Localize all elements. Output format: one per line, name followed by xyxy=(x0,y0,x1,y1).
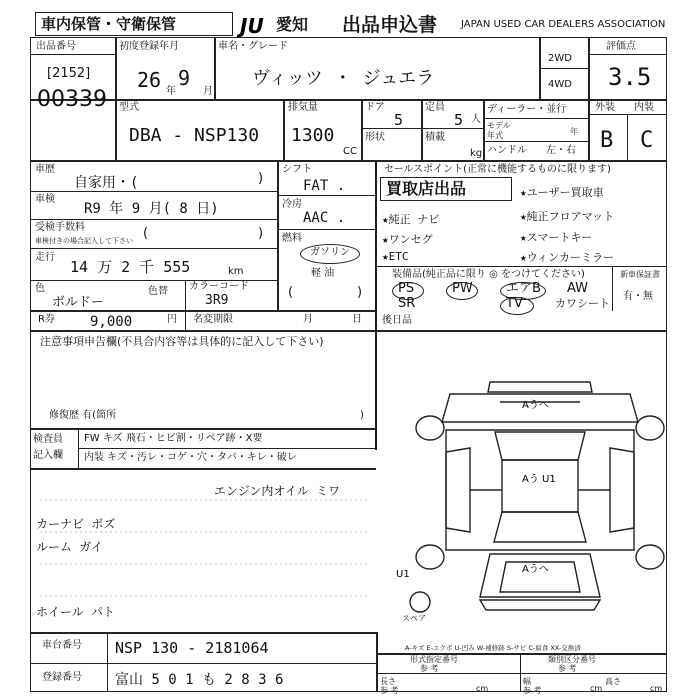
registration-month: 9 xyxy=(178,66,191,90)
equip-pw: PW xyxy=(452,281,473,296)
fuel-label: 燃料 xyxy=(282,233,302,244)
equip-aw: AW xyxy=(567,281,589,296)
reception-close: ) xyxy=(258,226,264,241)
equip-tv: TV xyxy=(506,296,523,311)
capacity-label: 定員 xyxy=(425,102,445,113)
width-sub: 参 考 xyxy=(523,686,542,695)
load-label: 積載 xyxy=(425,132,445,143)
drive-4wd: 4WD xyxy=(548,79,572,90)
grade-label: 評価点 xyxy=(606,41,636,52)
selling-point-7: ★ウィンカーミラー xyxy=(520,251,614,264)
displacement-label: 排気量 xyxy=(288,102,318,113)
model-label: モデル xyxy=(487,121,511,130)
diagram-mark-low: Aうへ xyxy=(522,564,549,575)
model-name-value: ヴィッツ ・ ジュエラ xyxy=(252,68,435,89)
equip-sr: SR xyxy=(398,296,416,311)
recycle-label: R券 xyxy=(38,314,55,325)
plate-label: 登録番号 xyxy=(42,672,82,683)
class-number-label: 類別区分番号 xyxy=(548,655,596,664)
name-change-month: 月 xyxy=(303,314,313,325)
registration-year-unit: 年 xyxy=(166,86,176,97)
fuel-option-gas: ガソリン xyxy=(310,247,350,258)
history-label: 車歴 xyxy=(35,164,55,175)
fuel-close: ) xyxy=(357,285,363,300)
interior-label: 内装 xyxy=(634,102,654,113)
model-year-label: 年式 xyxy=(487,131,503,140)
color-replace-label: 色替 xyxy=(148,286,168,297)
model-year-unit: 年 xyxy=(570,127,578,136)
name-change-day: 日 xyxy=(352,314,362,325)
color-code-label: カラーコード xyxy=(189,281,249,292)
registration-month-unit: 月 xyxy=(203,86,213,97)
inspector-row-1: FW キズ 飛石・ヒビ割・リペア跡・X要 xyxy=(84,433,263,444)
inspector-label-2: 記入欄 xyxy=(33,450,63,461)
history-close: ) xyxy=(258,171,264,186)
logo-text: 愛知 xyxy=(276,15,309,34)
length-unit: cm xyxy=(476,684,489,693)
type-label: 型式 xyxy=(119,102,139,113)
mileage-value: 14 万 2 千 555 xyxy=(70,258,191,276)
width-label: 幅 xyxy=(523,677,531,686)
color-code-value: 3R9 xyxy=(205,293,229,308)
selling-point-3: ★純正フロアマット xyxy=(520,210,615,223)
history-value: 自家用・( xyxy=(74,175,139,191)
shift-label: シフト xyxy=(282,164,312,175)
delivery-label: 後日品 xyxy=(382,315,412,326)
equip-ps-circle xyxy=(392,282,424,300)
name-change-label: 名変期限 xyxy=(193,314,233,325)
recycle-value: 9,000 xyxy=(90,314,133,330)
width-unit: cm xyxy=(590,684,603,693)
damage-legend: A-キズ E-エクボ U-凹み W-補修跡 S-サビ C-腐食 XX-交換済 xyxy=(405,644,581,652)
exterior-value: B xyxy=(600,128,614,153)
equip-pw-circle xyxy=(446,282,478,300)
height-unit: cm xyxy=(650,684,663,693)
form-title: 出品申込書 xyxy=(342,14,438,36)
storage-label: 車内保管・守衛保管 xyxy=(41,15,177,33)
lot-sub-number: [2152] xyxy=(47,66,91,81)
reception-label: 受検手数料 xyxy=(35,222,85,233)
logo-mark: JU xyxy=(240,14,264,38)
equip-ps: PS xyxy=(398,281,415,296)
capacity-unit: 人 xyxy=(471,114,481,125)
equip-tv-circle xyxy=(500,297,534,315)
capacity-value: 5 xyxy=(454,111,464,129)
selling-banner: 買取店出品 xyxy=(386,179,467,198)
recycle-unit: 円 xyxy=(167,314,177,325)
chassis-label: 車台番号 xyxy=(42,640,82,651)
model-name-label: 車名・グレード xyxy=(218,41,288,52)
ac-label: 冷房 xyxy=(282,199,302,210)
grade-value: 3.5 xyxy=(608,63,652,91)
handle-label: ハンドル xyxy=(487,145,527,156)
spare-label: スペア xyxy=(402,614,426,623)
fuel-open: ( xyxy=(288,285,294,300)
chassis-value: NSP 130 - 2181064 xyxy=(115,639,269,657)
load-unit: kg xyxy=(470,148,483,159)
new-car-guarantee-options: 有・無 xyxy=(623,291,653,302)
selling-point-2: ★純正 ナビ xyxy=(382,213,440,226)
inspection-label: 車検 xyxy=(35,194,55,205)
inspector-label: 検査員 xyxy=(33,434,63,445)
diagram-mark-left: U1 xyxy=(396,569,410,580)
registration-label: 初度登録年月 xyxy=(119,41,179,52)
handwritten-note-3: ルーム ガイ xyxy=(36,540,103,554)
displacement-unit: CC xyxy=(343,146,357,157)
association-name: JAPAN USED CAR DEALERS ASSOCIATION xyxy=(461,19,666,30)
displacement-value: 1300 xyxy=(291,125,335,146)
reception-note: 車検付きの場合記入して下さい xyxy=(35,237,133,245)
handwritten-note-1: エンジン内オイル ミワ xyxy=(214,484,341,498)
shape-label: 形状 xyxy=(365,132,385,143)
diagram-mark-top: Aうへ xyxy=(522,400,549,411)
type-value: DBA - NSP130 xyxy=(129,125,260,146)
height-label: 高さ xyxy=(605,677,621,686)
diagram-mark-mid: Aう U1 xyxy=(522,474,556,485)
drive-2wd: 2WD xyxy=(548,53,572,64)
length-sub: 参 考 xyxy=(380,686,399,695)
inspection-value: R9 年 9 月( 8 日) xyxy=(84,201,219,217)
lot-number: 00339 xyxy=(37,87,107,112)
dealer-label: ディーラー・並行 xyxy=(487,104,567,115)
type-designation-label: 形式指定番号 xyxy=(410,655,458,664)
mileage-unit: km xyxy=(228,266,244,277)
length-label: 長さ xyxy=(380,677,396,686)
equip-airbag: エアB xyxy=(506,281,541,296)
doors-label: ドア xyxy=(365,102,385,113)
selling-points-title: セールスポイント(正常に機能するものに限ります) xyxy=(384,164,611,175)
ac-value: AAC . xyxy=(303,210,346,226)
notes-label: 注意事項申告欄(不具合内容等は具体的に記入して下さい) xyxy=(40,335,324,348)
shift-value: FAT . xyxy=(303,178,346,194)
equipment-title: 装備品(純正品に限り ◎ をつけてください) xyxy=(392,269,585,280)
repair-history: 修復歴 有(箇所 xyxy=(49,410,117,421)
registration-year: 26 xyxy=(137,68,162,92)
fuel-option-diesel: 軽 油 xyxy=(311,268,335,279)
type-designation-sub: 参 考 xyxy=(420,664,439,673)
reception-open: ( xyxy=(143,226,149,241)
selling-point-4: ★ワンセグ xyxy=(382,233,433,246)
selling-point-5: ★スマートキー xyxy=(520,231,593,244)
handwritten-note-2: カーナビ ボズ xyxy=(36,517,116,531)
selling-point-1: ★ユーザー買取車 xyxy=(520,186,604,199)
equip-leather-seat: カワシート xyxy=(555,297,610,310)
interior-value: C xyxy=(640,128,654,153)
mileage-label: 走行 xyxy=(35,252,55,263)
handwritten-note-4: ホイール パト xyxy=(36,605,115,619)
class-number-sub: 参 考 xyxy=(558,664,577,673)
color-label: 色 xyxy=(35,283,45,294)
color-value: ボルドー xyxy=(52,295,105,310)
lot-label: 出品番号 xyxy=(36,41,76,52)
plate-value: 富山 5 0 1 も 2 8 3 6 xyxy=(115,672,284,688)
repair-close: ) xyxy=(360,410,364,421)
selling-point-6: ★ETC xyxy=(382,250,409,263)
exterior-label: 外装 xyxy=(595,102,615,113)
new-car-guarantee-label: 新車保証書 xyxy=(620,270,660,279)
inspector-row-2: 内装 キズ・汚レ・コゲ・穴・タバ・キレ・破レ xyxy=(84,452,297,463)
handle-options: 左・右 xyxy=(546,145,576,156)
doors-value: 5 xyxy=(394,111,404,129)
